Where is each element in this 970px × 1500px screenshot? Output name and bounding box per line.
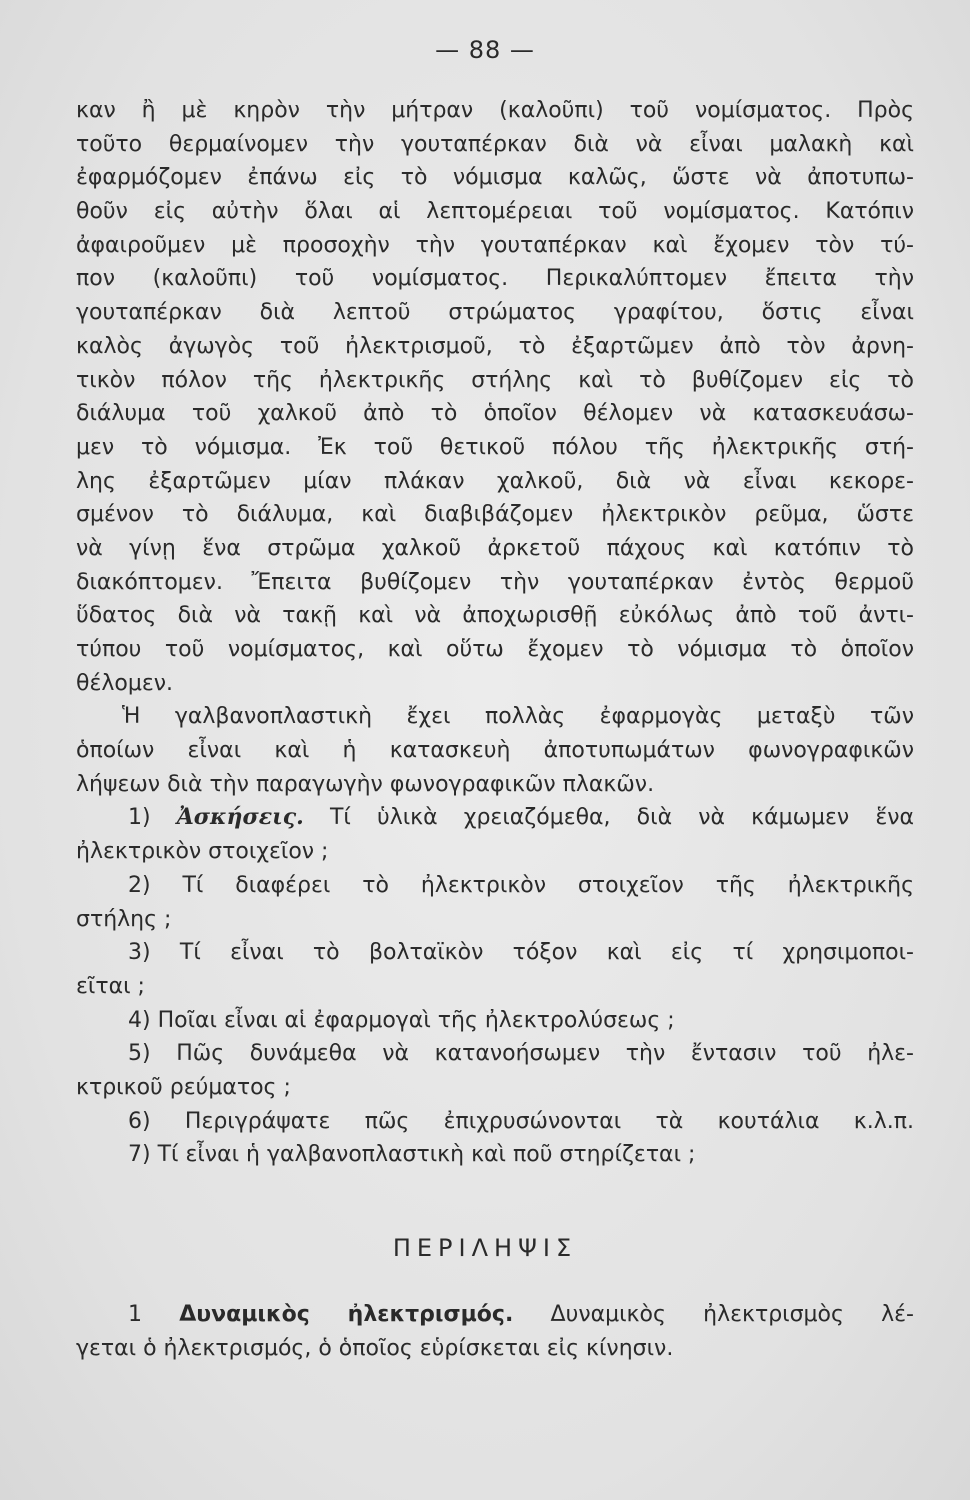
- text-line: στήλης ;: [76, 906, 172, 932]
- text-line: διάλυμα τοῦ χαλκοῦ ἀπὸ τὸ ὁποῖον θέλομεν νὰ κατασκευάσω-: [76, 401, 914, 427]
- exercise-2-line: 2) Τί διαφέρει τὸ ἠλεκτρικὸν στοιχεῖον τῆς ἠλεκτρικῆς: [128, 872, 914, 898]
- text-line: θέλομεν.: [76, 670, 174, 696]
- exercise-7-line: 7) Τί εἶναι ἡ γαλβανοπλαστικὴ καὶ ποῦ στηρίζεται ;: [128, 1142, 696, 1168]
- summary-section: [76, 1298, 914, 1366]
- text-line: διακόπτομεν. Ἔπειτα βυθίζομεν τὴν γουταπέρκαν ἐντὸς θερμοῦ: [76, 569, 914, 595]
- summary-term: Δυναμικὸς ἠλεκτρισμός.: [179, 1302, 514, 1327]
- text-line: καν ἢ μὲ κηρὸν τὴν μήτραν (καλοῦπι) τοῦ νομίσματος. Πρὸς: [76, 98, 914, 123]
- text-line: ὁποίων εἶναι καὶ ἡ κατασκευὴ ἀποτυπωμάτων φωνογραφικῶν: [76, 738, 914, 764]
- exercise-1-line: [76, 801, 914, 835]
- section-title: ΠΕΡΙΛΗΨΙΣ: [392, 1234, 578, 1262]
- text-line: σμένον τὸ διάλυμα, καὶ διαβιβάζομεν ἠλεκτρικὸν ρεῦμα, ὥστε: [76, 502, 914, 528]
- text-line: τικὸν πόλον τῆς ἠλεκτρικῆς στήλης καὶ τὸ βυθίζομεν εἰς τὸ: [76, 367, 914, 393]
- exercise-text: Τί ὑλικὰ χρειαζόμεθα, διὰ νὰ κάμωμεν ἕνα: [329, 805, 915, 831]
- text-line: κτρικοῦ ρεύματος ;: [76, 1074, 291, 1100]
- summary-text-line: γεται ὁ ἠλεκτρισμός, ὁ ὁποῖος εὑρίσκεται εἰς κίνησιν.: [76, 1336, 674, 1361]
- text-line: θοῦν εἰς αὐτὴν ὅλαι αἱ λεπτομέρειαι τοῦ νομίσματος. Κατόπιν: [76, 199, 914, 225]
- page-number: — 88 —: [435, 36, 535, 64]
- exercise-3-line: 3) Τί εἶναι τὸ βολταϊκὸν τόξον καὶ εἰς τί χρησιμοποι-: [128, 940, 914, 966]
- text-line: λήψεων διὰ τὴν παραγωγὴν φωνογραφικῶν πλακῶν.: [76, 771, 655, 797]
- text-line: νὰ γίνῃ ἕνα στρῶμα χαλκοῦ ἀρκετοῦ πάχους καὶ κατόπιν τὸ: [76, 535, 914, 561]
- text-line: ὕδατος διὰ νὰ τακῇ καὶ νὰ ἀποχωρισθῇ εὐκόλως ἀπὸ τοῦ ἀντι-: [76, 603, 914, 629]
- text-line: ἠλεκτρικὸν στοιχεῖον ;: [76, 839, 329, 865]
- exercise-4-line: 4) Ποῖαι εἶναι αἱ ἐφαρμογαὶ τῆς ἠλεκτρολύσεως ;: [128, 1007, 675, 1033]
- text-line: ἀφαιροῦμεν μὲ προσοχὴν τὴν γουταπέρκαν καὶ ἔχομεν τὸν τύ-: [76, 232, 914, 258]
- text-line: γουταπέρκαν διὰ λεπτοῦ στρώματος γραφίτου, ὅστις εἶναι: [76, 300, 914, 326]
- text-line: πον (καλοῦπι) τοῦ νομίσματος. Περικαλύπτομεν ἔπειτα τὴν: [76, 266, 914, 292]
- summary-text: Δυναμικὸς ἠλεκτρισμὸς λέ-: [550, 1302, 914, 1327]
- text-line: μεν τὸ νόμισμα. Ἐκ τοῦ θετικοῦ πόλου τῆς ἠλεκτρικῆς στή-: [76, 434, 914, 460]
- text-line: λης ἐξαρτῶμεν μίαν πλάκαν χαλκοῦ, διὰ νὰ εἶναι κεκορε-: [76, 468, 914, 494]
- text-line: εῖται ;: [76, 973, 145, 999]
- summary-item-number: 1: [128, 1302, 142, 1327]
- text-line: καλὸς ἀγωγὸς τοῦ ἠλεκτρισμοῦ, τὸ ἐξαρτῶμεν ἀπὸ τὸν ἀρνη-: [76, 333, 914, 359]
- exercise-5-line: 5) Πῶς δυνάμεθα νὰ κατανοήσωμεν τὴν ἔντασιν τοῦ ἠλε-: [128, 1041, 914, 1067]
- exercises-heading: Ἀσκήσεις.: [176, 804, 304, 831]
- page-body: [76, 94, 914, 1172]
- exercise-6-line: 6) Περιγράψατε πῶς ἐπιχρυσώνονται τὰ κουτάλια κ.λ.π.: [128, 1108, 914, 1134]
- text-line: ἐφαρμόζομεν ἐπάνω εἰς τὸ νόμισμα καλῶς, ὥστε νὰ ἀποτυπω-: [76, 165, 914, 191]
- text-line: τοῦτο θερμαίνομεν τὴν γουταπέρκαν διὰ νὰ εἶναι μαλακὴ καὶ: [76, 131, 914, 157]
- text-line: τύπου τοῦ νομίσματος, καὶ οὕτω ἔχομεν τὸ νόμισμα τὸ ὁποῖον: [76, 637, 914, 662]
- text-line: Ἡ γαλβανοπλαστικὴ ἔχει πολλὰς ἐφαρμογὰς μεταξὺ τῶν: [122, 704, 914, 730]
- summary-item-line: [76, 1298, 914, 1332]
- exercise-number: 1): [128, 805, 151, 831]
